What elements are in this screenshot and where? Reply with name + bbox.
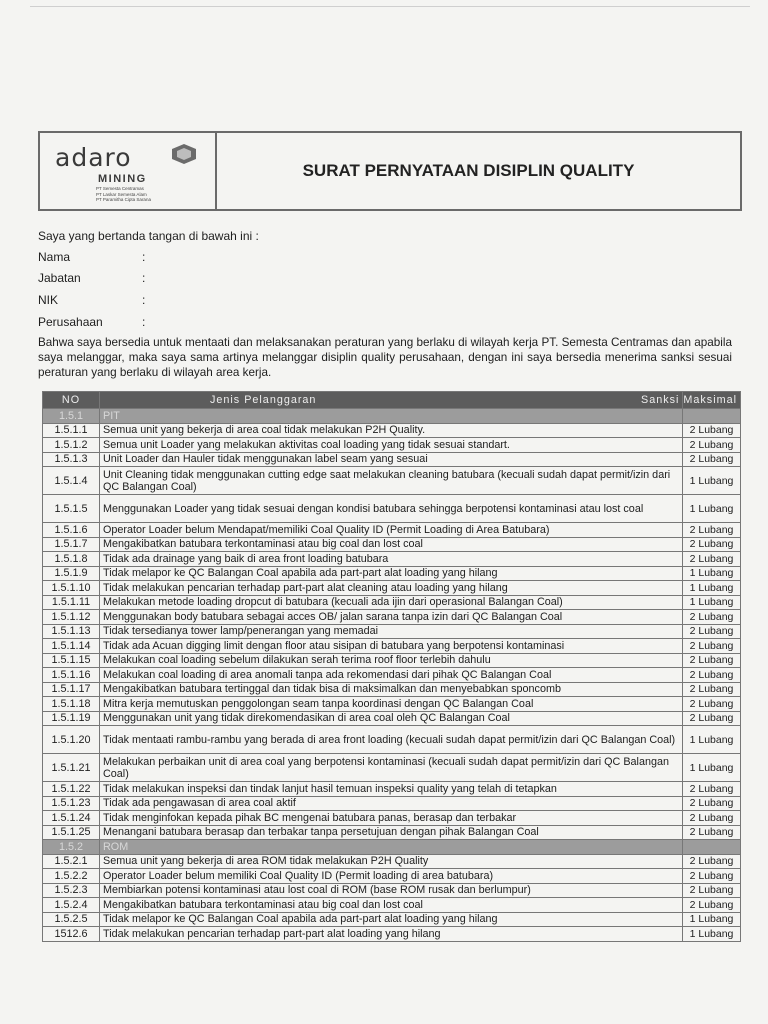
sanction-cell: 2 Lubang [683, 639, 741, 654]
column-header-sanksi: Sanksi Maksimal [683, 392, 741, 409]
row-number: 1.5.1.8 [43, 552, 100, 567]
sanction-cell: 2 Lubang [683, 697, 741, 712]
section-empty-cell [683, 409, 741, 424]
violation-text: Unit Cleaning tidak menggunakan cutting edge saat melakukan cleaning batubara (kecuali sudah dapat permit/izin dari QC Balangan Coal) [100, 467, 683, 495]
table-row [43, 610, 741, 625]
table-row [43, 883, 741, 898]
table-row [43, 668, 741, 683]
section-row-pit [43, 409, 741, 424]
table-row [43, 754, 741, 782]
table-row [43, 552, 741, 567]
violation-text: Tidak melakukan pencarian terhadap part-part alat loading yang hilang [100, 927, 683, 942]
sanction-cell: 2 Lubang [683, 523, 741, 538]
section-number: 1.5.1 [43, 409, 100, 424]
sanction-cell: 2 Lubang [683, 711, 741, 726]
sanction-cell: 2 Lubang [683, 854, 741, 869]
table-row [43, 682, 741, 697]
table-row [43, 869, 741, 884]
sanction-cell: 1 Lubang [683, 595, 741, 610]
row-number: 1.5.1.2 [43, 438, 100, 453]
row-number: 1.5.1.24 [43, 811, 100, 826]
section-name: ROM [100, 840, 683, 855]
section-row-rom [43, 840, 741, 855]
section-name: PIT [100, 409, 683, 424]
table-row [43, 537, 741, 552]
table-row [43, 423, 741, 438]
row-number: 1512.6 [43, 927, 100, 942]
row-number: 1.5.2.3 [43, 883, 100, 898]
violation-text: Menggunakan Loader yang tidak sesuai dengan kondisi batubara sehingga berpotensi kontaminasi atau lost coal [100, 495, 683, 523]
column-header-jenis: Jenis Pelanggaran [100, 392, 683, 409]
document-title: SURAT PERNYATAAN DISIPLIN QUALITY [302, 161, 635, 180]
violation-text: Mengakibatkan batubara terkontaminasi atau big coal dan lost coal [100, 898, 683, 913]
table-row [43, 595, 741, 610]
table-row [43, 452, 741, 467]
sanction-cell: 1 Lubang [683, 754, 741, 782]
violation-text: Tidak ada drainage yang baik di area front loading batubara [100, 552, 683, 567]
sanction-cell: 1 Lubang [683, 495, 741, 523]
row-number: 1.5.1.9 [43, 566, 100, 581]
intro-text: Saya yang bertanda tangan di bawah ini : [38, 229, 259, 243]
sanction-cell: 2 Lubang [683, 423, 741, 438]
field-label-perusahaan: Perusahaan [38, 315, 103, 329]
row-number: 1.5.1.10 [43, 581, 100, 596]
violation-text: Tidak melakukan inspeksi dan tindak lanjut hasil temuan inspeksi quality yang telah di tetapkan [100, 782, 683, 797]
violation-text: Semua unit yang bekerja di area ROM tidak melakukan P2H Quality [100, 854, 683, 869]
company-logo [40, 133, 217, 209]
logo-tagline: MINING [98, 173, 147, 185]
table-row [43, 438, 741, 453]
row-number: 1.5.1.11 [43, 595, 100, 610]
row-number: 1.5.1.16 [43, 668, 100, 683]
sanction-cell: 2 Lubang [683, 869, 741, 884]
table-row [43, 566, 741, 581]
sanction-cell: 2 Lubang [683, 883, 741, 898]
violation-text: Mengakibatkan batubara terkontaminasi atau big coal dan lost coal [100, 537, 683, 552]
subsidiary: PT Semesta Centramas [96, 186, 144, 191]
row-number: 1.5.2.5 [43, 912, 100, 927]
sanction-cell: 2 Lubang [683, 624, 741, 639]
row-number: 1.5.1.1 [43, 423, 100, 438]
violation-text: Tidak mentaati rambu-rambu yang berada di area front loading (kecuali sudah dapat permit/izin dari QC Balangan Coal) [100, 726, 683, 754]
sanction-cell: 1 Lubang [683, 927, 741, 942]
row-number: 1.5.1.19 [43, 711, 100, 726]
row-number: 1.5.1.4 [43, 467, 100, 495]
table-header-row [43, 392, 741, 409]
column-header-no: NO [43, 392, 100, 409]
sanction-cell: 1 Lubang [683, 912, 741, 927]
sanction-cell: 2 Lubang [683, 552, 741, 567]
sanction-cell: 2 Lubang [683, 811, 741, 826]
sanction-cell: 2 Lubang [683, 796, 741, 811]
violations-table [42, 391, 741, 942]
subsidiary: PT Laskar Semesta Alam [96, 191, 147, 197]
row-number: 1.5.1.12 [43, 610, 100, 625]
statement-paragraph: Bahwa saya bersedia untuk mentaati dan melaksanakan peraturan yang berlaku di wilayah kerja PT. Semesta Centramas dan apabila saya melanggar, maka saya sama artinya melanggar disiplin quality perusahaan, dengan ini saya bersedia menerima sanksi sesuai peraturan yang berlaku di wilayah area kerja. [38, 336, 732, 379]
violation-text: Tidak ada Acuan digging limit dengan floor atau sisipan di batubara yang berpotensi kontaminasi [100, 639, 683, 654]
sanction-cell: 2 Lubang [683, 653, 741, 668]
table-row [43, 697, 741, 712]
violation-text: Operator Loader belum memiliki Coal Quality ID (Permit loading di area batubara) [100, 869, 683, 884]
violation-text: Mitra kerja memutuskan penggolongan seam tanpa koordinasi dengan QC Balangan Coal [100, 697, 683, 712]
violation-text: Menangani batubara berasap dan terbakar tanpa persetujuan dengan pihak Balangan Coal [100, 825, 683, 840]
violation-text: Melakukan coal loading sebelum dilakukan serah terima roof floor terlebih dahulu [100, 653, 683, 668]
row-number: 1.5.1.18 [43, 697, 100, 712]
row-number: 1.5.2.4 [43, 898, 100, 913]
field-label-jabatan: Jabatan [38, 271, 81, 285]
row-number: 1.5.1.15 [43, 653, 100, 668]
row-number: 1.5.1.22 [43, 782, 100, 797]
field-separator: : [142, 293, 146, 307]
table-row [43, 811, 741, 826]
row-number: 1.5.2.2 [43, 869, 100, 884]
table-row [43, 854, 741, 869]
violation-text: Tidak tersedianya tower lamp/penerangan yang memadai [100, 624, 683, 639]
table-row [43, 825, 741, 840]
table-row [43, 796, 741, 811]
row-number: 1.5.1.3 [43, 452, 100, 467]
sanction-cell: 2 Lubang [683, 782, 741, 797]
row-number: 1.5.1.7 [43, 537, 100, 552]
violation-text: Tidak melapor ke QC Balangan Coal apabila ada part-part alat loading yang hilang [100, 566, 683, 581]
row-number: 1.5.1.6 [43, 523, 100, 538]
violation-text: Melakukan metode loading dropcut di batubara (kecuali ada ijin dari operasional Balangan Coal) [100, 595, 683, 610]
sanction-cell: 1 Lubang [683, 566, 741, 581]
divider [30, 6, 750, 7]
violation-text: Operator Loader belum Mendapat/memiliki Coal Quality ID (Permit Loading di Area Batubara) [100, 523, 683, 538]
violation-text: Semua unit Loader yang melakukan aktivitas coal loading yang tidak sesuai standart. [100, 438, 683, 453]
sanction-cell: 2 Lubang [683, 537, 741, 552]
row-number: 1.5.1.14 [43, 639, 100, 654]
violation-text: Menggunakan body batubara sebagai acces OB/ jalan sarana tanpa izin dari QC Balangan Coal [100, 610, 683, 625]
field-separator: : [142, 315, 146, 329]
sanction-cell: 2 Lubang [683, 438, 741, 453]
violation-text: Menggunakan unit yang tidak direkomendasikan di area coal oleh QC Balangan Coal [100, 711, 683, 726]
logo-subsidiaries [96, 186, 151, 203]
subsidiary: PT Paramitha Cipta Sarana [96, 197, 151, 202]
violation-text: Tidak melapor ke QC Balangan Coal apabila ada part-part alat loading yang hilang [100, 912, 683, 927]
logo-wordmark: adaro [55, 143, 132, 172]
table-row [43, 467, 741, 495]
violation-text: Melakukan perbaikan unit di area coal yang berpotensi kontaminasi (kecuali sudah dapat permit/izin dari QC Balangan Coal) [100, 754, 683, 782]
violation-text: Tidak menginfokan kepada pihak BC mengenai batubara panas, berasap dan terbakar [100, 811, 683, 826]
row-number: 1.5.1.13 [43, 624, 100, 639]
violation-text: Tidak melakukan pencarian terhadap part-part alat cleaning atau loading yang hilang [100, 581, 683, 596]
violation-text: Semua unit yang bekerja di area coal tidak melakukan P2H Quality. [100, 423, 683, 438]
section-empty-cell [683, 840, 741, 855]
violation-text: Membiarkan potensi kontaminasi atau lost coal di ROM (base ROM rusak dan berlumpur) [100, 883, 683, 898]
violation-text: Mengakibatkan batubara tertinggal dan tidak bisa di maksimalkan dan menyebabkan sponcomb [100, 682, 683, 697]
field-separator: : [142, 271, 146, 285]
sanction-cell: 2 Lubang [683, 668, 741, 683]
table-row [43, 711, 741, 726]
sanction-cell: 2 Lubang [683, 898, 741, 913]
logo-mark-icon [170, 143, 198, 165]
sanction-cell: 2 Lubang [683, 825, 741, 840]
field-separator: : [142, 250, 146, 264]
row-number: 1.5.1.20 [43, 726, 100, 754]
field-label-nik: NIK [38, 293, 59, 307]
table-row [43, 912, 741, 927]
table-row [43, 581, 741, 596]
table-row [43, 639, 741, 654]
sanction-cell: 2 Lubang [683, 452, 741, 467]
table-row [43, 653, 741, 668]
table-row [43, 782, 741, 797]
violation-text: Tidak ada pengawasan di area coal aktif [100, 796, 683, 811]
section-number: 1.5.2 [43, 840, 100, 855]
table-body [43, 409, 741, 942]
sanction-cell: 1 Lubang [683, 467, 741, 495]
sanction-cell: 1 Lubang [683, 581, 741, 596]
table-row [43, 495, 741, 523]
row-number: 1.5.1.21 [43, 754, 100, 782]
table-row [43, 726, 741, 754]
sanction-cell: 1 Lubang [683, 726, 741, 754]
row-number: 1.5.1.5 [43, 495, 100, 523]
row-number: 1.5.1.23 [43, 796, 100, 811]
table-row [43, 523, 741, 538]
table-row [43, 624, 741, 639]
row-number: 1.5.1.17 [43, 682, 100, 697]
sanction-cell: 2 Lubang [683, 682, 741, 697]
row-number: 1.5.1.25 [43, 825, 100, 840]
sanction-cell: 2 Lubang [683, 610, 741, 625]
violation-text: Unit Loader dan Hauler tidak menggunakan label seam yang sesuai [100, 452, 683, 467]
document-header [38, 131, 742, 211]
table-row [43, 898, 741, 913]
field-label-nama: Nama [38, 250, 71, 264]
violation-text: Melakukan coal loading di area anomali tanpa ada rekomendasi dari pihak QC Balangan Coal [100, 668, 683, 683]
table-row [43, 927, 741, 942]
row-number: 1.5.2.1 [43, 854, 100, 869]
